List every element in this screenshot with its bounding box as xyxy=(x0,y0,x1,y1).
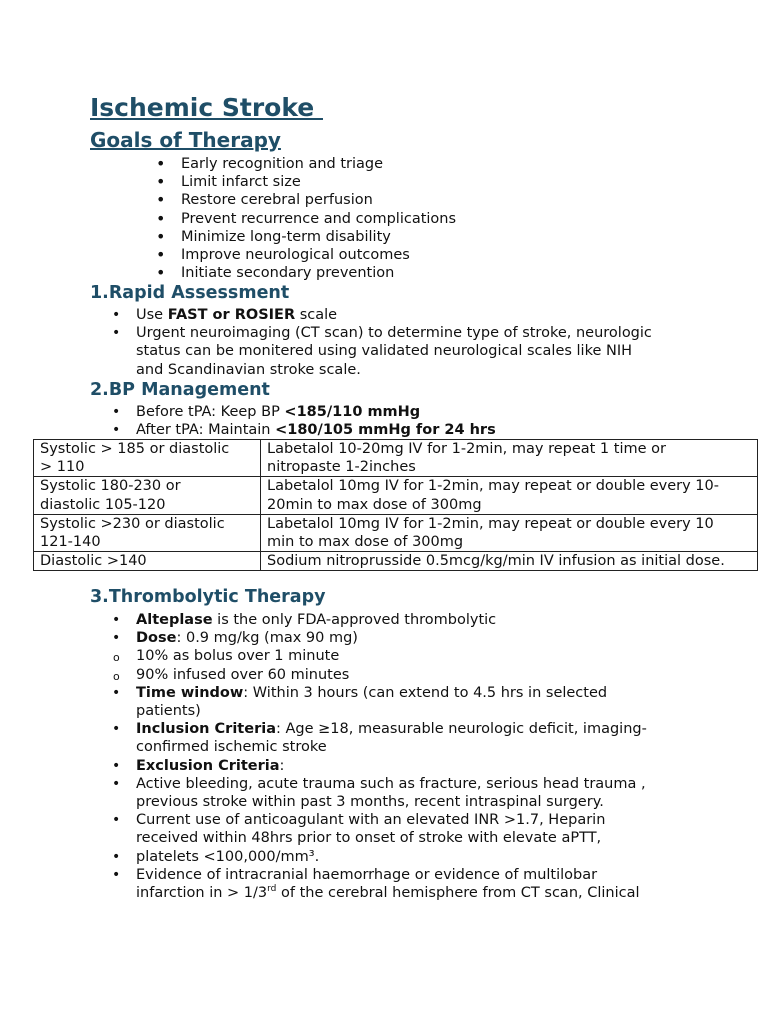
list-item: • Inclusion Criteria: Age ≥18, measurable neurologic deficit, imaging- confirmed ischemic stroke xyxy=(136,720,647,756)
rapid-assessment-list xyxy=(136,306,652,379)
table-cell: Diastolic >140 xyxy=(34,552,261,571)
table-cell: Labetalol 10mg IV for 1-2min, may repeat or double every 10- 20min to max dose of 300mg xyxy=(261,477,758,514)
table-cell: Sodium nitroprusside 0.5mcg/kg/min IV infusion as initial dose. xyxy=(261,552,758,571)
list-item: • Initiate secondary prevention xyxy=(181,264,456,282)
dose-subitem: o 90% infused over 60 minutes xyxy=(91,666,647,684)
list-item: • Evidence of intracranial haemorrhage or evidence of multilobar infarction in > 1/3rd of the cerebral hemisphere from CT scan, Clinical xyxy=(136,866,647,902)
thrombolytic-list xyxy=(136,611,647,902)
list-item: • Before tPA: Keep BP <185/110 mmHg xyxy=(136,403,496,421)
list-item: • Alteplase is the only FDA-approved thrombolytic xyxy=(136,611,647,629)
table-cell: Labetalol 10-20mg IV for 1-2min, may repeat 1 time or nitropaste 1-2inches xyxy=(261,440,758,477)
list-item: • Limit infarct size xyxy=(181,173,456,191)
list-item: • Restore cerebral perfusion xyxy=(181,191,456,209)
goals-heading: Goals of Therapy xyxy=(90,128,281,152)
list-item: • Minimize long-term disability xyxy=(181,228,456,246)
list-item: • Use FAST or ROSIER scale xyxy=(136,306,652,324)
list-item: • Time window: Within 3 hours (can extend to 4.5 hrs in selected patients) xyxy=(136,684,647,720)
goals-list xyxy=(181,155,456,282)
dose-subitem: o 10% as bolus over 1 minute xyxy=(91,647,647,665)
list-item: • Active bleeding, acute trauma such as fracture, serious head trauma , previous stroke within past 3 months, recent intraspinal surgery. xyxy=(136,775,647,811)
list-item: • Dose: 0.9 mg/kg (max 90 mg) o 10% as bolus over 1 minute o 90% infused over 60 minutes xyxy=(136,629,647,684)
table-cell: Systolic >230 or diastolic 121-140 xyxy=(34,514,261,551)
page-title: Ischemic Stroke xyxy=(90,93,323,122)
list-item: • platelets <100,000/mm³. xyxy=(136,848,647,866)
table-row xyxy=(34,514,758,551)
list-item: • Exclusion Criteria: xyxy=(136,757,647,775)
list-item: • Prevent recurrence and complications xyxy=(181,210,456,228)
bp-management-heading: 2.BP Management xyxy=(90,380,270,400)
table-row xyxy=(34,552,758,571)
table-row xyxy=(34,440,758,477)
list-item: • After tPA: Maintain <180/105 mmHg for 24 hrs xyxy=(136,421,496,439)
table-cell: Systolic 180-230 or diastolic 105-120 xyxy=(34,477,261,514)
list-item: • Urgent neuroimaging (CT scan) to determine type of stroke, neurologic status can be monitered using validated neurological scales like NIH and Scandinavian stroke scale. xyxy=(136,324,652,379)
table-row xyxy=(34,477,758,514)
table-cell: Systolic > 185 or diastolic > 110 xyxy=(34,440,261,477)
bp-table xyxy=(33,439,758,571)
list-item: • Current use of anticoagulant with an elevated INR >1.7, Heparin received within 48hrs prior to onset of stroke with elevate aPTT, xyxy=(136,811,647,847)
thrombolytic-heading: 3.Thrombolytic Therapy xyxy=(90,587,326,607)
bp-management-list xyxy=(136,403,496,439)
list-item: • Improve neurological outcomes xyxy=(181,246,456,264)
table-cell: Labetalol 10mg IV for 1-2min, may repeat or double every 10 min to max dose of 300mg xyxy=(261,514,758,551)
list-item: • Early recognition and triage xyxy=(181,155,456,173)
rapid-assessment-heading: 1.Rapid Assessment xyxy=(90,283,290,303)
